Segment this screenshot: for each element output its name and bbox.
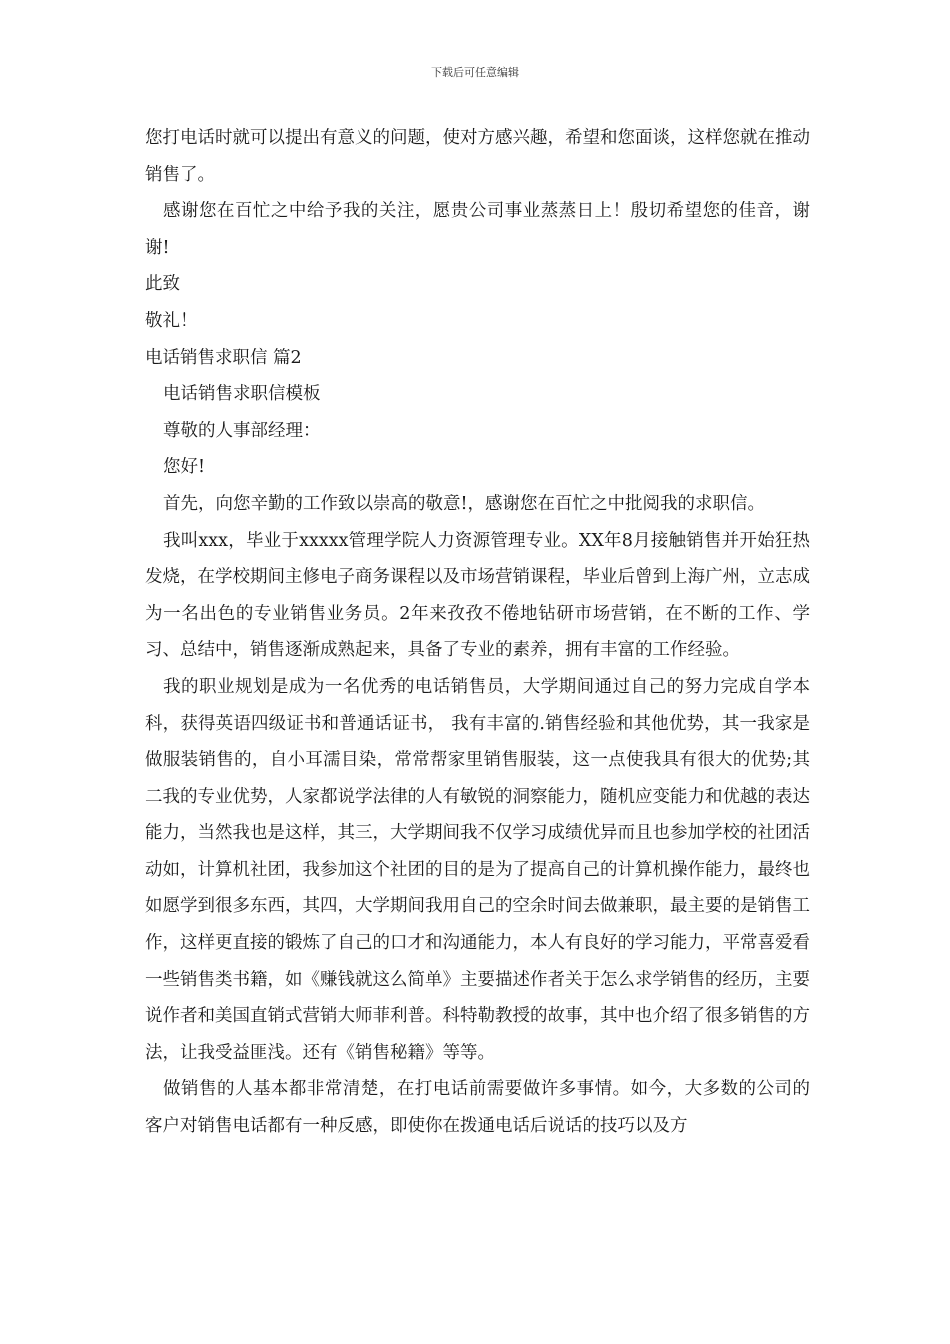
paragraph-continuation: 您打电话时就可以提出有意义的问题，使对方感兴趣，希望和您面谈，这样您就在推动销售了。 — [145, 128, 810, 185]
letter-greeting: 您好! — [163, 457, 206, 478]
paragraph-introduction: 我叫xxx，毕业于xxxxx管理学院人力资源管理专业。XX年8月接触销售并开始狂热发烧，在学校期间主修电子商务课程以及市场营销课程，毕业后曾到上海广州，立志成为一名出色的专业销售业务员。2年来孜孜不倦地钻研市场营销，在不断的工作、学习、总结中，销售逐渐成熟起来，具备了专业的素养，拥有丰富的工作经验。 — [145, 530, 810, 661]
letter-addressee: 尊敬的人事部经理： — [163, 420, 321, 441]
paragraph-career-plan: 我的职业规划是成为一名优秀的电话销售员，大学期间通过自己的努力完成自学本科，获得英语四级证书和普通话证书， 我有丰富的.销售经验和其他优势，其一我家是做服装销售的，自小耳濡目染，常常帮家里销售服装，这一点使我具有很大的优势;其二我的专业优势，人家都说学法律的人有敏锐的洞察能力，随机应变能力和优越的表达能力，当然我也是这样，其三，大学期间我不仅学习成绩优异而且也参加学校的社团活动如，计算机社团，我参加这个社团的目的是为了提高自己的计算机操作能力，最终也如愿学到很多东西，其四，大学期间我用自己的空余时间去做兼职，最主要的是销售工作，这样更直接的锻炼了自己的口才和沟通能力，本人有良好的学习能力，平常喜爱看一些销售类书籍，如《赚钱就这么简单》主要描述作者关于怎么求学销售的经历，主要说作者和美国直销式营销大师菲利普。科特勒教授的故事，其中也介绍了很多销售的方法，让我受益匪浅。还有《销售秘籍》等等。 — [145, 676, 810, 1063]
paragraph-sales-preparation: 做销售的人基本都非常清楚，在打电话前需要做许多事情。如今，大多数的公司的客户对销售电话都有一种反感，即使你在拨通电话后说话的技巧以及方 — [145, 1079, 810, 1137]
closing-salutation: 此致 — [145, 274, 180, 295]
page-header: 下载后可任意编辑 — [431, 66, 519, 79]
document-body — [145, 120, 810, 1145]
letter-title: 电话销售求职信模板 — [163, 384, 321, 405]
paragraph-thanks: 感谢您在百忙之中给予我的关注，愿贵公司事业蒸蒸日上！殷切希望您的佳音，谢谢! — [145, 201, 810, 258]
paragraph-opening: 首先，向您辛勤的工作致以崇高的敬意!，感谢您在百忙之中批阅我的求职信。 — [163, 493, 766, 514]
closing-regards: 敬礼！ — [145, 310, 198, 331]
section-heading: 电话销售求职信 篇2 — [145, 347, 302, 368]
